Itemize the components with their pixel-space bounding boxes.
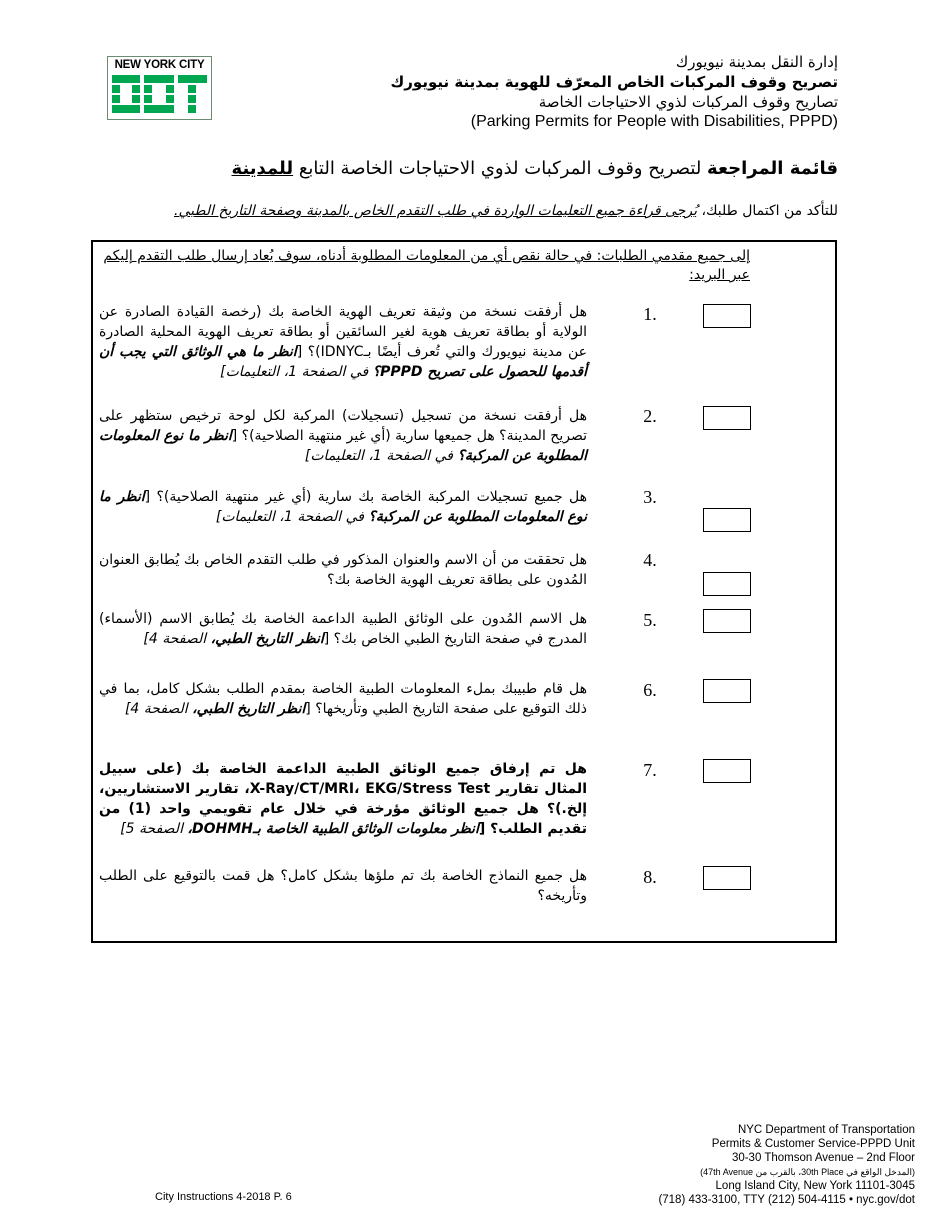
footer-street: 30-30 Thomson Avenue – 2nd Floor [731,1152,915,1164]
logo-city-text: NEW YORK CITY [114,59,205,71]
checklist-box [91,240,837,943]
item-number: 6. [643,680,657,700]
header-agency: إدارة النقل بمدينة نيويورك [675,53,838,71]
checklist-item-7: هل تم إرفاق جميع الوثائق الطبية الداعمة الخاصة بك (على سبيل المثال تقارير X-Ray/CT/MRI، EKG/Stress Test، تقارير الاستشاريين، إلخ.)؟ هل جميع الوثائق مؤرخة في خلال عام تقويمي واحد (1) من تقديم الطلب؟ [انظر معلومات الوثائق الطبية الخاصة بـDOHMH، الصفحة 5] [99,761,587,837]
note-italic: يُرجى قراءة جميع التعليمات الواردة في طلب التقدم الخاص بالمدينة وصفحة التاريخ الطبي. [174,203,697,219]
item-number: 2. [643,406,657,426]
checklist-intro: إلى جميع مقدمي الطلبات: في حالة نقص أي من المعلومات المطلوبة أدناه، سوف يُعاد إرسال طلب التقدم إليكم عبر البريد: [103,248,750,283]
checklist-item-3: هل جميع تسجيلات المركبة الخاصة بك سارية (أي غير منتهية الصلاحية)؟ [انظر ما نوع المعلومات المطلوبة عن المركبة؟ في الصفحة 1، التعليمات] [99,489,587,525]
checkbox-item-2[interactable] [703,406,751,430]
footer-unit: Permits & Customer Service-PPPD Unit [711,1138,915,1150]
footer-address [658,1123,915,1207]
checklist-item-1: هل أرفقت نسخة من وثيقة تعريف الهوية الخاصة بك (رخصة القيادة الصادرة عن الولاية أو بطاقة تعريف هوية لغير السائقين أو بطاقة تعريف الهوية المحلية الصادرة عن مدينة نيويورك والتي تُعرف أيضًا بـIDNYC)؟ [انظر ما هي الوثائق التي يجب أن أقدمها للحصول على تصريح PPPD؟ في الصفحة 1، التعليمات] [99,304,588,380]
footer-city: Long Island City, New York 11101-3045 [715,1180,915,1192]
note-plain: للتأكد من اكتمال طلبك، [697,203,838,219]
item-number: 4. [643,550,657,570]
footer-phone: (718) 433-3100, TTY (212) 504-4115 • nyc.gov/dot [658,1194,915,1206]
checkbox-item-3[interactable] [703,508,751,532]
title-middle: لتصريح وقوف المركبات لذوي الاحتياجات الخاصة التابع [293,158,708,179]
item-number: 5. [643,610,657,630]
title-underlined: للمدينة [231,158,294,179]
checkbox-item-6[interactable] [703,679,751,703]
checklist-item-6: هل قام طبيبك بملء المعلومات الطبية الخاصة بمقدم الطلب بشكل كامل، بما في ذلك التوقيع على صفحة التاريخ الطبي وتأريخها؟ [انظر التاريخ الطبي، الصفحة 4] [99,681,587,717]
checklist-item-8: هل جميع النماذج الخاصة بك تم ملؤها بشكل كامل؟ هل قمت بالتوقيع على الطلب وتأريخه؟ [99,868,587,904]
page-title [232,158,838,179]
item-number: 8. [643,867,657,887]
header-permit-name: تصريح وقوف المركبات الخاص المعرّف للهوية بمدينة نيويورك [390,73,838,91]
checklist-item-4: هل تحققت من أن الاسم والعنوان المذكور في طلب التقدم الخاص بك يُطابق العنوان المُدون على بطاقة تعريف الهوية الخاصة بك؟ [99,552,587,588]
header-permit-type: تصاريح وقوف المركبات لذوي الاحتياجات الخاصة [538,93,838,111]
nyc-dot-logo [107,56,212,120]
checklist-item-2: هل أرفقت نسخة من تسجيل (تسجيلات) المركبة لكل لوحة ترخيص ستظهر على تصريح المدينة؟ هل جميعها سارية (أي غير منتهية الصلاحية)؟ [انظر ما نوع المعلومات المطلوبة عن المركبة؟ في الصفحة 1، التعليمات] [99,408,587,464]
checkbox-item-1[interactable] [703,304,751,328]
instruction-note [174,203,838,219]
title-bold: قائمة المراجعة [707,158,838,179]
footer-page-ref: City Instructions 4-2018 P. 6 [155,1191,292,1203]
header-english-name: (Parking Permits for People with Disabilities, PPPD) [470,113,838,130]
item-number: 1. [643,304,657,324]
footer-department: NYC Department of Transportation [737,1124,915,1136]
footer-entrance: (المدخل الواقع في 30th Place، بالقرب من 47th Avenue) [700,1167,915,1177]
checkbox-item-4[interactable] [703,572,751,596]
checkbox-item-5[interactable] [703,609,751,633]
dot-logo-icon [112,73,207,115]
checklist-item-5: هل الاسم المُدون على الوثائق الطبية الداعمة الخاصة بك يُطابق الاسم (الأسماء) المدرج في صفحة التاريخ الطبي الخاص بك؟ [انظر التاريخ الطبي، الصفحة 4] [99,611,587,647]
checkbox-item-7[interactable] [703,759,751,783]
checkbox-item-8[interactable] [703,866,751,890]
item-number: 7. [643,760,657,780]
item-number: 3. [643,487,657,507]
document-header [391,52,838,132]
